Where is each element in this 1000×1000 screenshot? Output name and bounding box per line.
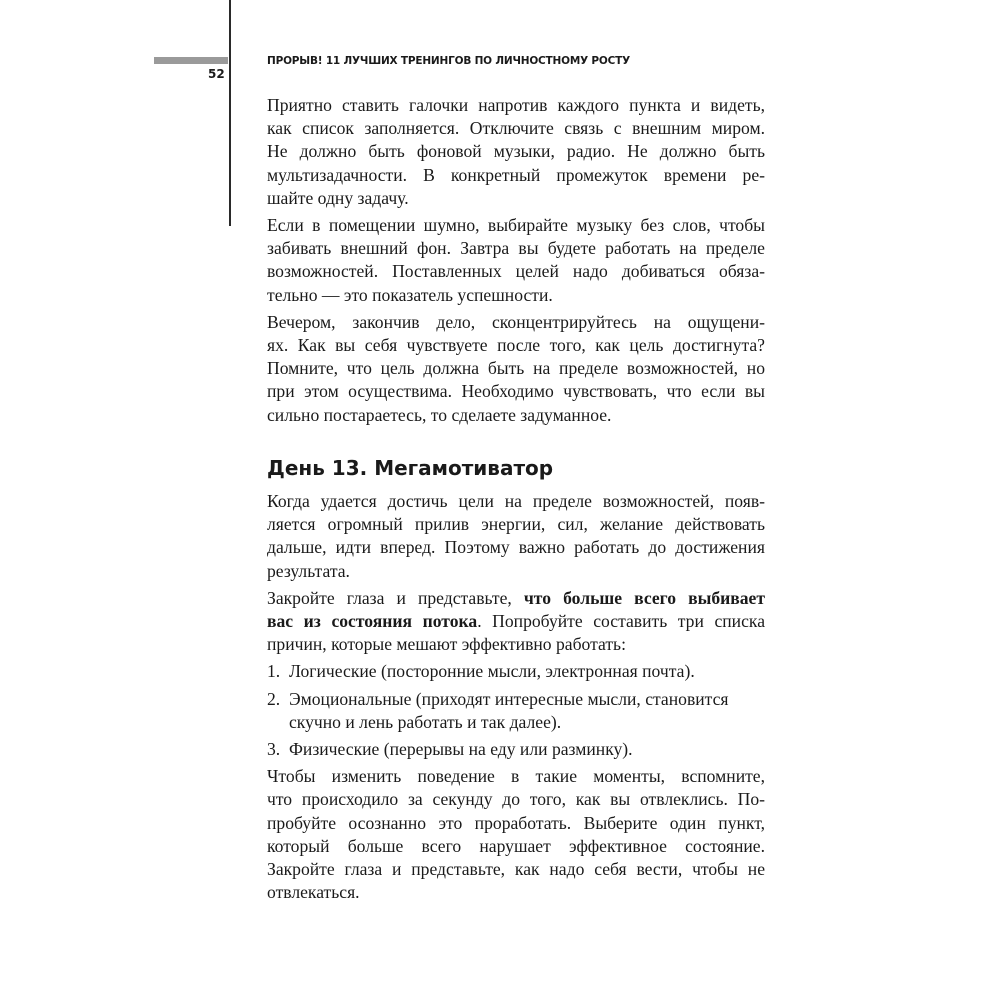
paragraph bbox=[267, 587, 765, 657]
list-number: 1. bbox=[267, 661, 281, 682]
list-number: 2. bbox=[267, 688, 281, 709]
text-line: тельно — это показатель успешности. bbox=[267, 284, 553, 305]
text-line: Приятно ставить галочки напротив каждого пункта и видеть, bbox=[267, 95, 765, 115]
list-item-text: Логические (посторонние мысли, электронная почта). bbox=[289, 661, 695, 682]
text-line: результата. bbox=[267, 560, 350, 581]
header-gray-bar bbox=[154, 57, 228, 64]
bold-emphasis: вас из состояния потока bbox=[267, 611, 478, 632]
numbered-list-item bbox=[267, 688, 765, 734]
text-line: Когда удается достичь цели на пределе возможностей, появ- bbox=[267, 491, 765, 511]
list-number: 3. bbox=[267, 739, 281, 760]
text-line: что происходило за секунду до того, как вы отвлеклись. По- bbox=[267, 789, 765, 810]
text-line: ях. Как вы себя чувствуете после того, как цель достигнута? bbox=[267, 335, 765, 356]
paragraph bbox=[267, 94, 765, 210]
text-run: Закройте глаза и представьте, bbox=[267, 587, 524, 608]
text-line: который больше всего нарушает эффективное состояние. bbox=[267, 835, 765, 856]
paragraph bbox=[267, 490, 765, 583]
list-item-line bbox=[267, 660, 765, 683]
text-line: Если в помещении шумно, выбирайте музыку без слов, чтобы bbox=[267, 215, 765, 236]
text-line: Вечером, закончив дело, сконцентрируйтесь на ощущени- bbox=[267, 311, 765, 332]
page-number: 52 bbox=[208, 67, 225, 81]
numbered-list-item bbox=[267, 660, 765, 683]
text-line: Закройте глаза и представьте, как надо себя вести, чтобы не bbox=[267, 859, 765, 880]
margin-vertical-rule bbox=[229, 0, 231, 226]
text-line: шайте одну задачу. bbox=[267, 187, 409, 208]
list-item-line: скучно и лень работать и так далее). bbox=[289, 711, 562, 732]
paragraph bbox=[267, 765, 765, 904]
bold-emphasis: что больше всего выбивает bbox=[523, 587, 765, 608]
text-line: дальше, идти вперед. Поэтому важно работать до достижения bbox=[267, 537, 765, 558]
running-head-title: ПРОРЫВ! 11 ЛУЧШИХ ТРЕНИНГОВ ПО ЛИЧНОСТНОМУ РОСТУ bbox=[267, 55, 631, 67]
text-line: возможностей. Поставленных целей надо добиваться обяза- bbox=[267, 261, 765, 282]
text-line: как список заполняется. Отключите связь с внешним миром. bbox=[267, 118, 765, 139]
text-line: Помните, что цель должна быть на пределе возможностей, но bbox=[267, 358, 765, 379]
list-item-text: Эмоциональные (приходят интересные мысли, становится bbox=[289, 688, 729, 709]
text-line: пробуйте осознанно это проработать. Выберите один пункт, bbox=[267, 812, 765, 833]
list-item-line bbox=[267, 688, 765, 711]
text-line bbox=[267, 587, 765, 610]
numbered-list-item bbox=[267, 738, 765, 761]
paragraph bbox=[267, 311, 765, 427]
intro-text-block bbox=[267, 94, 765, 431]
list-item-text: Физические (перерывы на еду или разминку). bbox=[289, 739, 633, 760]
text-line: мультизадачности. В конкретный промежуток времени ре- bbox=[267, 164, 765, 185]
text-line: Чтобы изменить поведение в такие моменты, вспомните, bbox=[267, 766, 765, 787]
section-heading: День 13. Мегамотиватор bbox=[267, 456, 554, 480]
list-item-line bbox=[267, 738, 765, 761]
text-line: забивать внешний фон. Завтра вы будете работать на пределе bbox=[267, 238, 765, 259]
paragraph bbox=[267, 214, 765, 307]
section-text-block bbox=[267, 490, 765, 908]
text-line: Не должно быть фоновой музыки, радио. Не должно быть bbox=[267, 141, 765, 162]
text-line: отвлекаться. bbox=[267, 882, 360, 903]
text-line: сильно постараетесь, то сделаете задуманное. bbox=[267, 404, 612, 425]
text-line: причин, которые мешают эффективно работать: bbox=[267, 634, 626, 655]
text-line: ляется огромный прилив энергии, сил, желание действовать bbox=[267, 514, 765, 535]
text-line bbox=[267, 610, 765, 633]
text-run: . Попробуйте составить три списка bbox=[477, 611, 765, 632]
text-line: при этом осуществима. Необходимо чувствовать, что если вы bbox=[267, 381, 765, 402]
